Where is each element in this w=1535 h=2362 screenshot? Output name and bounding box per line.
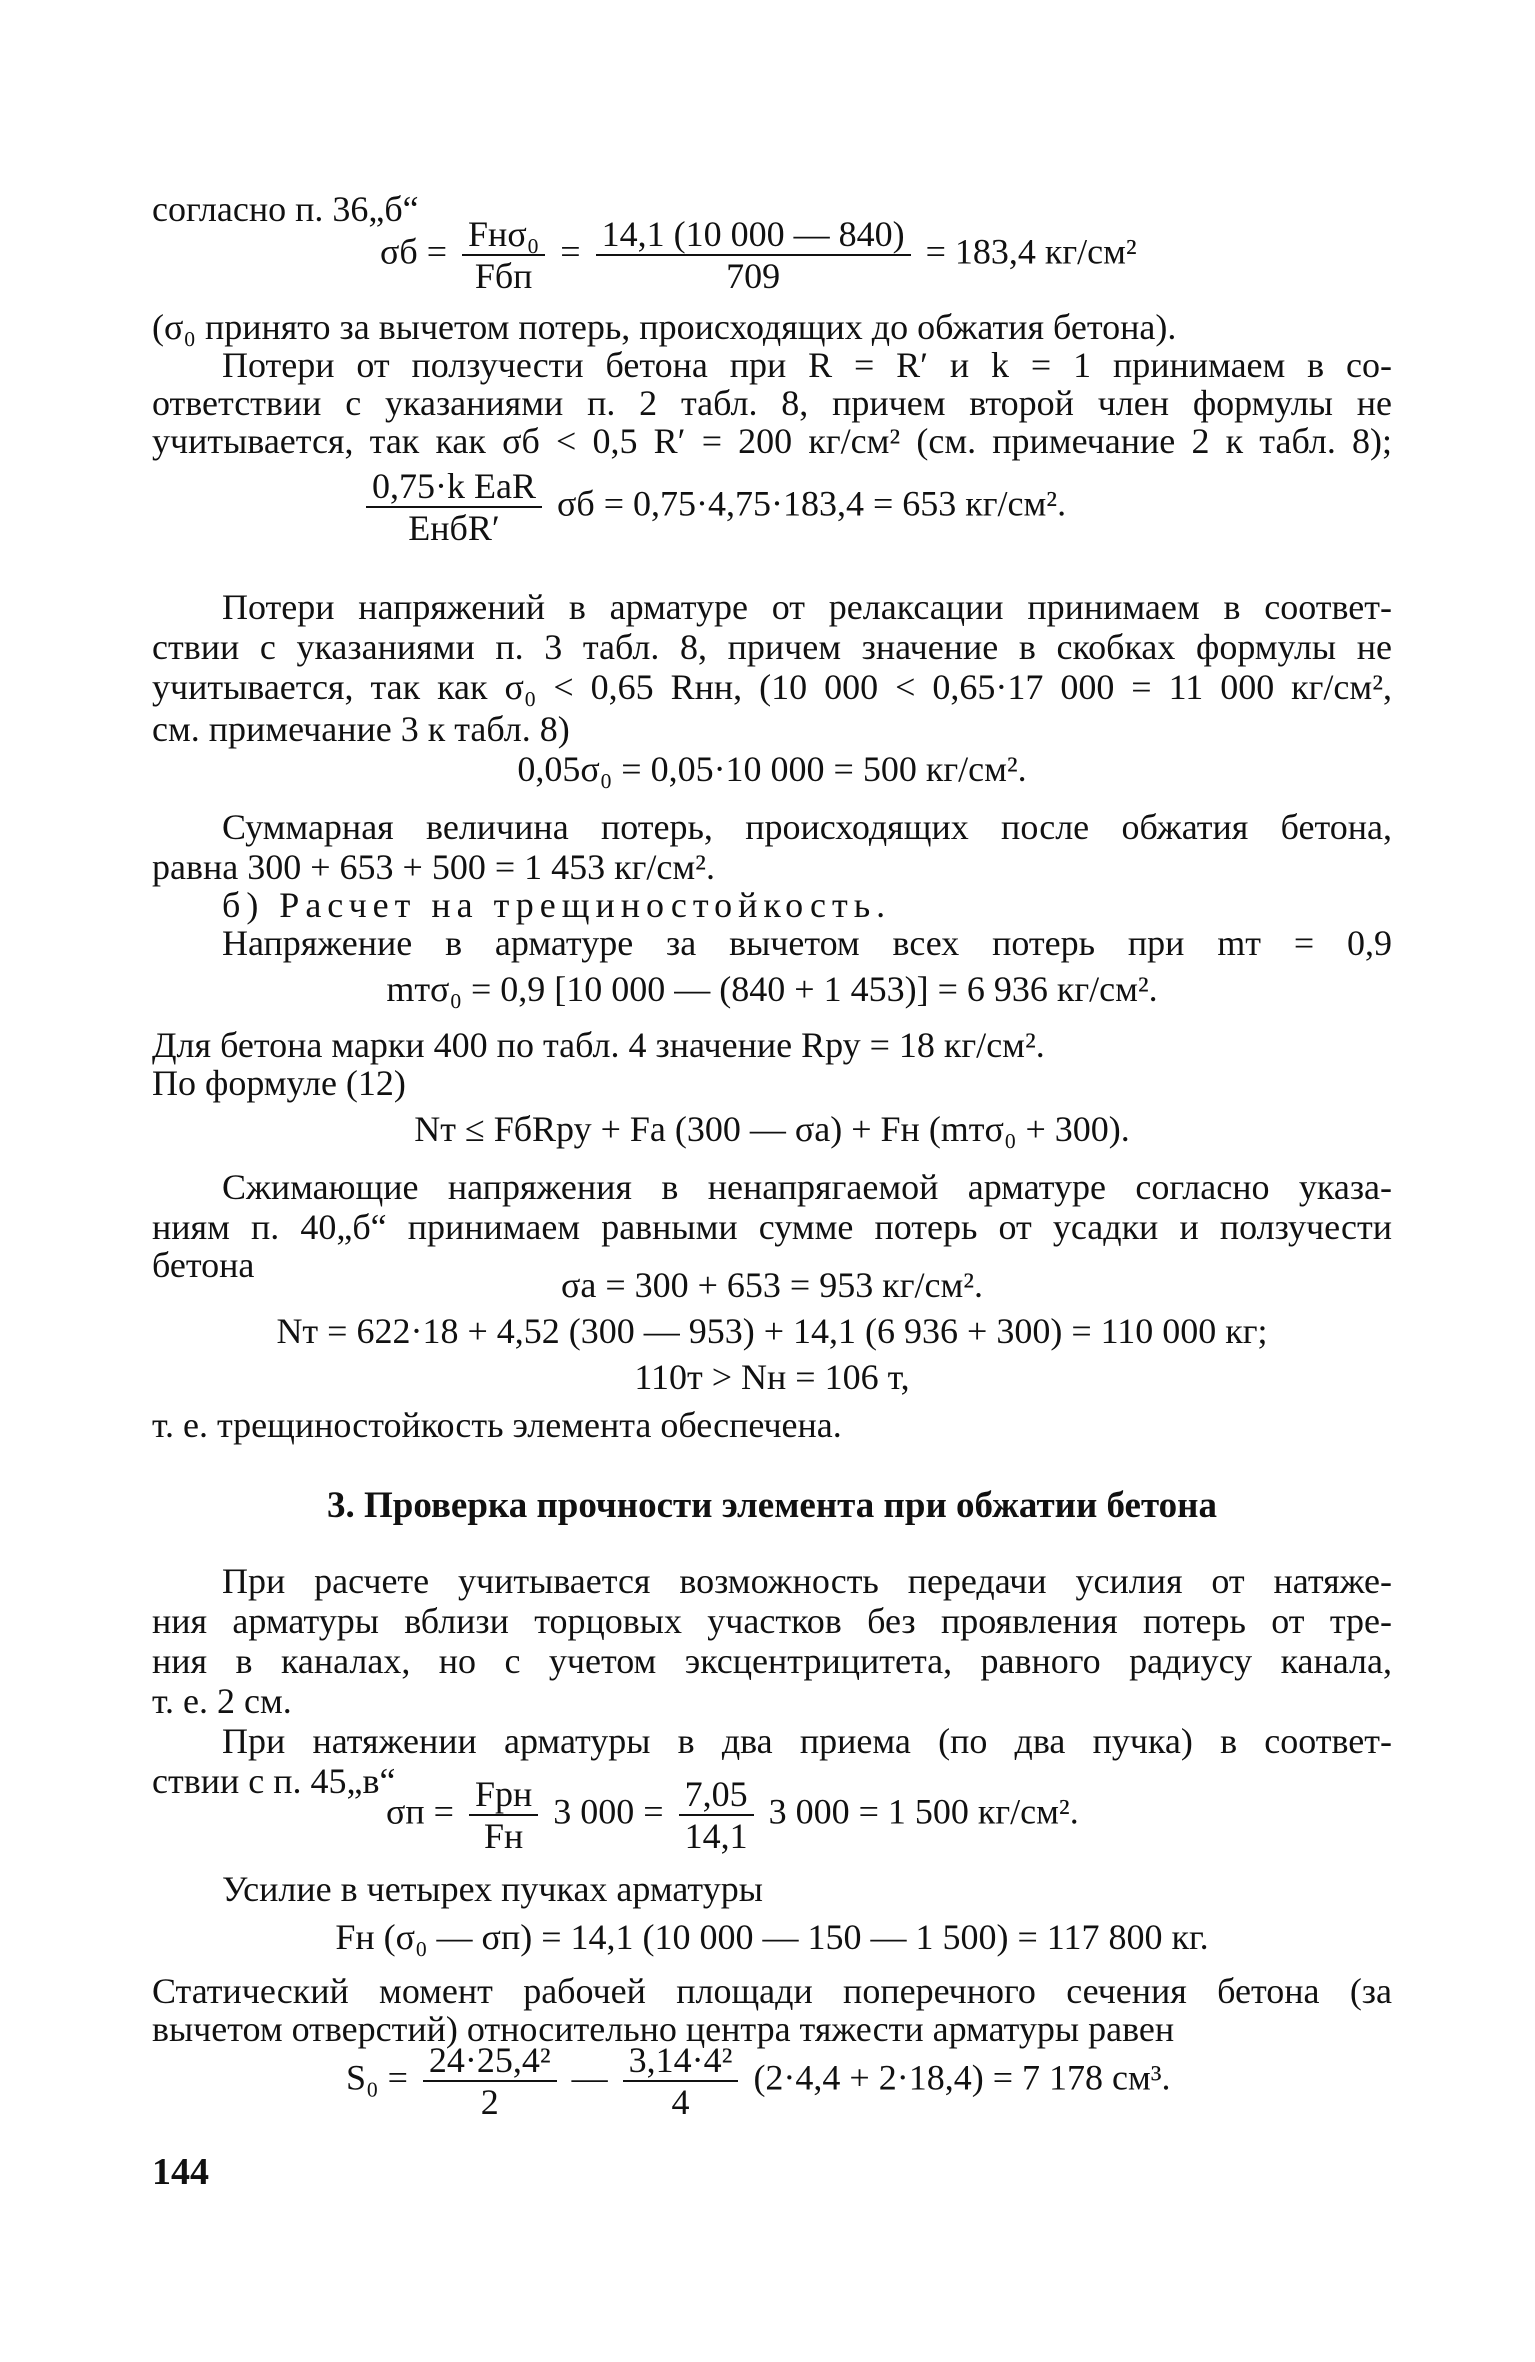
formula-line: Nт ≤ FбRру + Fа (300 — σа) + Fн (mтσ₀ + 300). [414,1109,1130,1149]
section-heading: 3. Проверка прочности элемента при обжатии бетона [327,1485,1217,1526]
fraction [679,1774,754,1856]
text-line: бетона [152,1245,255,1285]
numerator: 0,75·k EаR [366,466,542,508]
formula-creep-loss [360,466,1066,548]
text-line: При натяжении арматуры в два приема (по два пучка) в соответ- [222,1721,1392,1761]
numerator: 24·25,4² [423,2040,557,2082]
denominator: 4 [671,2082,690,2122]
numerator: Fнσ₀ [462,214,545,256]
formula-mid: 3 000 = [553,1791,664,1832]
formula-lhs: σп = [386,1791,454,1832]
formula-rhs: (2·4,4 + 2·18,4) = 7 178 см³. [753,2057,1171,2098]
text-line: согласно п. 36„б“ [152,189,419,229]
text-line: (σ₀ принято за вычетом потерь, происходящих до обжатия бетона). [152,307,1177,347]
formula-rhs: σб = 0,75·4,75·183,4 = 653 кг/см². [556,483,1067,524]
formula-line: σа = 300 + 653 = 953 кг/см². [560,1265,984,1305]
fraction [462,214,545,296]
numerator: 3,14·4² [623,2040,739,2082]
formula-lhs: σб = [380,231,448,272]
formula-sigma-p [386,1774,1079,1856]
text-line: ствии с п. 45„в“ [152,1761,396,1801]
fraction [366,466,542,548]
formula-line: Fн (σ₀ — σп) = 14,1 (10 000 — 150 — 1 500) = 117 800 кг. [335,1917,1209,1957]
fraction [469,1774,538,1856]
numerator: 7,05 [679,1774,754,1816]
fraction [623,2040,739,2122]
text-line: вычетом отверстий) относительно центра тяжести арматуры равен [152,2009,1175,2049]
formula-rhs: = 183,4 кг/см² [925,231,1137,272]
fraction [596,214,911,296]
denominator: Fбп [474,256,533,296]
text-line: т. е. 2 см. [152,1681,292,1721]
formula-sigma-b [380,214,1137,296]
numerator: 14,1 (10 000 — 840) [596,214,911,256]
subsection-title: б) Расчет на трещиностойкость. [222,885,892,925]
text-line: Напряжение в арматуре за вычетом всех потерь при mт = 0,9 [222,923,1392,963]
formula-lhs: S₀ = [346,2057,408,2098]
page-number: 144 [152,2151,209,2193]
denominator: EнбR′ [408,508,500,548]
text-line: Сжимающие напряжения в ненапрягаемой арматуре согласно указа- [222,1167,1392,1207]
text-line: ствии с указаниями п. 3 табл. 8, причем значение в скобках формулы не [152,627,1392,667]
formula-line: 0,05σ₀ = 0,05·10 000 = 500 кг/см². [517,749,1027,789]
text-line: Суммарная величина потерь, происходящих после обжатия бетона, [222,807,1392,847]
denominator: 14,1 [684,1816,748,1856]
text-line: ния арматуры вблизи торцовых участков без проявления потерь от тре- [152,1601,1392,1641]
text-line: Потери от ползучести бетона при R = R′ и k = 1 принимаем в со- [222,345,1392,385]
formula-line: Nт = 622·18 + 4,52 (300 — 953) + 14,1 (6 936 + 300) = 110 000 кг; [276,1311,1268,1351]
text-line: Статический момент рабочей площади поперечного сечения бетона (за [152,1971,1392,2011]
formula-line: mтσ₀ = 0,9 [10 000 — (840 + 1 453)] = 6 936 кг/см². [386,969,1158,1009]
fraction [423,2040,557,2122]
formula-static-moment [346,2040,1171,2122]
formula-eq: = [560,231,581,272]
text-line: Для бетона марки 400 по табл. 4 значение Rру = 18 кг/см². [152,1025,1045,1065]
text-line: По формуле (12) [152,1063,406,1103]
text-line: Усилие в четырех пучках арматуры [222,1869,763,1909]
denominator: Fн [483,1816,524,1856]
text-line: При расчете учитывается возможность передачи усилия от натяже- [222,1561,1392,1601]
formula-rhs: 3 000 = 1 500 кг/см². [768,1791,1079,1832]
text-line: учитывается, так как σ₀ < 0,65 Rнн, (10 000 < 0,65·17 000 = 11 000 кг/см², [152,667,1392,707]
text-line: т. е. трещиностойкость элемента обеспечена. [152,1405,842,1445]
denominator: 2 [480,2082,499,2122]
formula-line: 110т > Nн = 106 т, [634,1357,910,1397]
formula-minus: — [571,2057,608,2098]
text-line: равна 300 + 653 + 500 = 1 453 кг/см². [152,847,715,887]
text-line: ниям п. 40„б“ принимаем равными сумме потерь от усадки и ползучести [152,1207,1392,1247]
text-line: Потери напряжений в арматуре от релаксации принимаем в соответ- [222,587,1392,627]
text-line: см. примечание 3 к табл. 8) [152,709,570,749]
numerator: Fрн [469,1774,538,1816]
text-line: ния в каналах, но с учетом эксцентрицитета, равного радиусу канала, [152,1641,1392,1681]
text-line: ответствии с указаниями п. 2 табл. 8, причем второй член формулы не [152,383,1392,423]
text-line: учитывается, так как σб < 0,5 R′ = 200 кг/см² (см. примечание 2 к табл. 8); [152,421,1392,461]
denominator: 709 [726,256,781,296]
